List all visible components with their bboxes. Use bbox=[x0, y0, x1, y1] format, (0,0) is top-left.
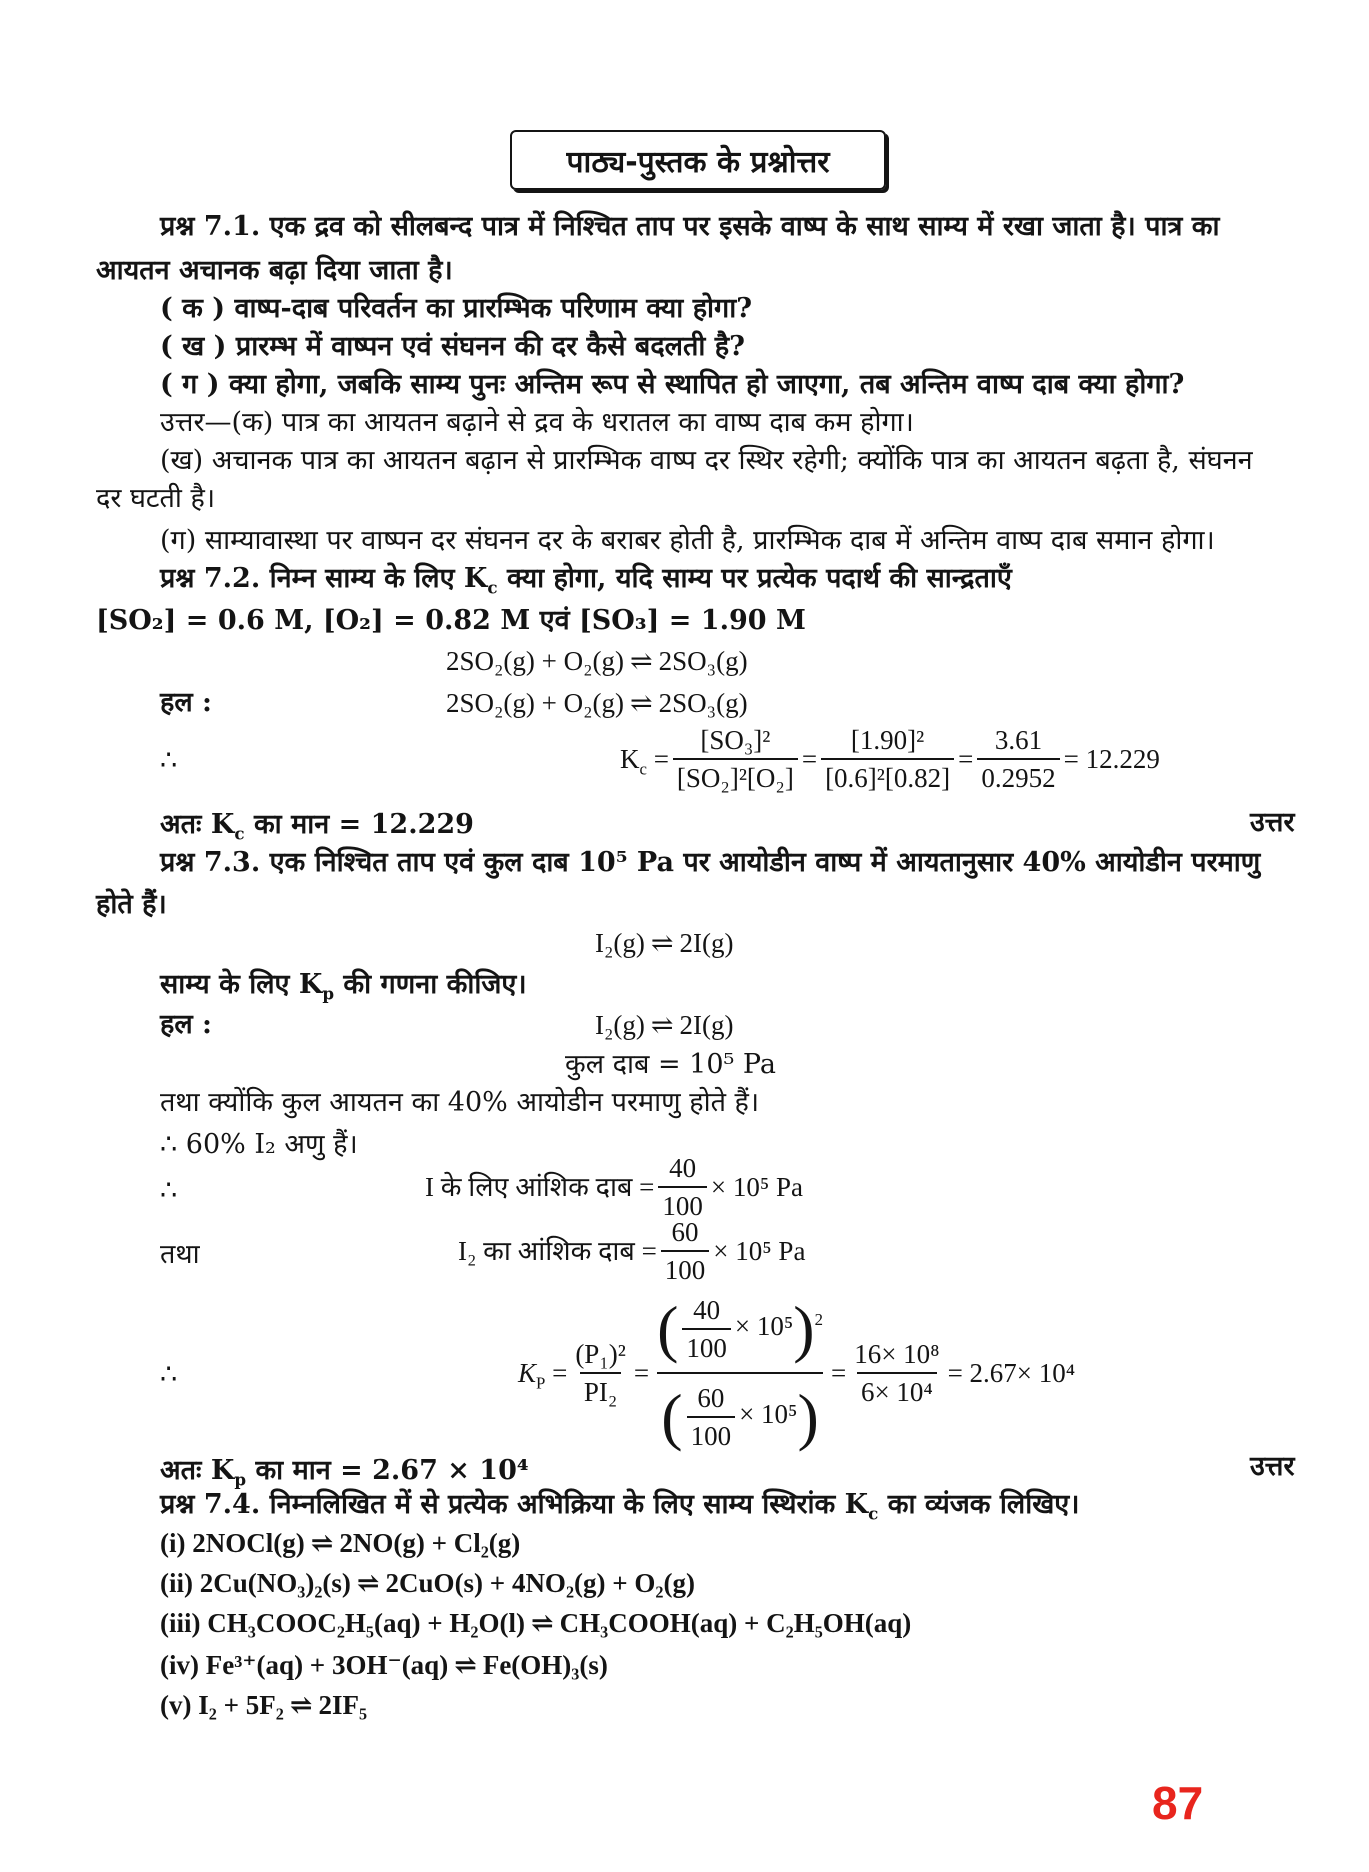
q74-reaction-ii: (ii) 2Cu(NO₃)₂(s) ⇌ 2CuO(s) + 4NO₂(g) + O₂(g) bbox=[160, 1568, 695, 1598]
q72-hal: हल : bbox=[160, 687, 213, 718]
equilibrium-arrow-icon: ⇌ bbox=[531, 1608, 554, 1638]
q71-part-b: ( ख ) प्रारम्भ में वाष्पन एवं संघनन की दर कैसे बदलती है? bbox=[160, 331, 745, 362]
q71-part-c: ( ग ) क्या होगा, जबकि साम्य पुनः अन्तिम रूप से स्थापित हो जाएगा, तब अन्तिम वाष्प दाब क्या होगा? bbox=[160, 369, 1185, 400]
q73-line2: होते हैं। bbox=[96, 889, 167, 920]
q74-reaction-iv: (iv) Fe³⁺(aq) + 3OH⁻(aq) ⇌ Fe(OH)₃(s) bbox=[160, 1650, 608, 1680]
equation-so3: 2SO₂(g) + O₂(g) ⇌ 2SO₃(g) bbox=[446, 646, 748, 676]
equilibrium-arrow-icon: ⇌ bbox=[650, 928, 674, 958]
equilibrium-arrow-icon: ⇌ bbox=[289, 1690, 313, 1720]
q71-answer-b: (ख) अचानक पात्र का आयतन बढ़ान से प्रारम्भिक वाष्प दर स्थिर रहेगी; क्योंकि पात्र का आयतन बढ़ता है, संघनन bbox=[160, 445, 1253, 476]
equilibrium-arrow-icon: ⇌ bbox=[356, 1568, 380, 1598]
therefore-symbol: ∴ bbox=[160, 1175, 178, 1206]
q74-reaction-v: (v) I₂ + 5F₂ ⇌ 2IF₅ bbox=[160, 1690, 368, 1720]
equilibrium-arrow-icon: ⇌ bbox=[650, 1010, 674, 1040]
partial-pressure-i2: I₂ का आंशिक दाब = $\frac{60}{100}$ × 10⁵ Pa bbox=[458, 1214, 805, 1288]
page-number: 87 bbox=[1152, 1777, 1204, 1829]
total-pressure: कुल दाब = 10⁵ Pa bbox=[565, 1049, 776, 1080]
q73-answer: अतः $K_p$ का मान = 2.67 × 10⁴ bbox=[160, 1455, 529, 1490]
equation-so3-repeat: 2SO₂(g) + O₂(g) ⇌ 2SO₃(g) bbox=[446, 688, 748, 718]
equilibrium-arrow-icon: ⇌ bbox=[310, 1528, 334, 1558]
partial-pressure-i: I के लिए आंशिक दाब = $\frac{40}{100}$ × 10⁵ Pa bbox=[425, 1150, 803, 1224]
equation-iodine: I₂(g) ⇌ 2I(g) bbox=[595, 928, 734, 958]
q73-tatha: तथा bbox=[160, 1239, 200, 1270]
q74-reaction-i: (i) 2NOCl(g) ⇌ 2NO(g) + Cl₂(g) bbox=[160, 1528, 521, 1558]
equilibrium-arrow-icon: ⇌ bbox=[454, 1650, 477, 1680]
q72-line1: प्रश्न 7.2. निम्न साम्य के लिए $K_c$ क्या होगा, यदि साम्य पर प्रत्येक पदार्थ की सान्द्रताएँ bbox=[160, 563, 1012, 598]
q71-line1: प्रश्न 7.1. एक द्रव को सीलबन्द पात्र में निश्चित ताप पर इसके वाष्प के साथ साम्य में रखा जाता है। पात्र का bbox=[160, 211, 1220, 242]
answer-label: उत्तर bbox=[1250, 807, 1295, 838]
q72-concentrations: [SO₂] = 0.6 M, [O₂] = 0.82 M एवं [SO₃] = 1.90 M bbox=[96, 605, 806, 636]
q71-answer-a: उत्तर—(क) पात्र का आयतन बढ़ाने से द्रव के धरातल का वाष्प दाब कम होगा। bbox=[160, 407, 914, 438]
q73-ask: साम्य के लिए $K_p$ की गणना कीजिए। bbox=[160, 969, 527, 1004]
equilibrium-arrow-icon: ⇌ bbox=[630, 646, 653, 676]
q74-reaction-iii: (iii) CH₃COOC₂H₅(aq) + H₂O(l) ⇌ CH₃COOH(aq) + C₂H₅OH(aq) bbox=[160, 1608, 912, 1638]
equation-iodine-repeat: I₂(g) ⇌ 2I(g) bbox=[595, 1010, 734, 1040]
equilibrium-arrow-icon: ⇌ bbox=[630, 688, 653, 718]
page-title: पाठ्य-पुस्तक के प्रश्नोत्तर bbox=[510, 130, 886, 190]
answer-label: उत्तर bbox=[1250, 1451, 1295, 1482]
therefore-symbol: ∴ bbox=[160, 745, 178, 776]
q73-hal: हल : bbox=[160, 1009, 213, 1040]
kc-expression: $K_c$ = $\frac{\text{[SO₃]²}}{\text{[SO₂]²[O₂]}}$ = $\frac{\text{[1.90]²}}{\text{[0.6]²[0.82]}}$ = $\frac{3.61}{0.2952}$ = 12.229 bbox=[620, 722, 1160, 796]
q73-line1: प्रश्न 7.3. एक निश्चित ताप एवं कुल दाब 10⁵ Pa पर आयोडीन वाष्प में आयतानुसार 40% आयोडीन परमाणु bbox=[160, 847, 1261, 878]
q71-part-a: ( क ) वाष्प-दाब परिवर्तन का प्रारम्भिक परिणाम क्या होगा? bbox=[160, 293, 753, 324]
therefore-symbol: ∴ bbox=[160, 1359, 178, 1390]
q73-because: तथा क्योंकि कुल आयतन का 40% आयोडीन परमाणु होते हैं। bbox=[160, 1087, 760, 1118]
q71-line2: आयतन अचानक बढ़ा दिया जाता है। bbox=[96, 255, 453, 286]
q71-answer-b-cont: दर घटती है। bbox=[96, 483, 216, 514]
q71-answer-c: (ग) साम्यावास्था पर वाष्पन दर संघनन दर के बराबर होती है, प्रारम्भिक दाब में अन्तिम वाष्प दाब समान होगा। bbox=[160, 525, 1215, 556]
kp-expression: $K_P$ = $\frac{\text{(P₁)²}}{\text{PI₂}}$ = ( $\frac{40}{100}$ × 10⁵)$^2$ ( $\frac{60}{100}$ × 10⁵) = $\frac{\text{16× 10⁸}}{\text{6× 10⁴}}$ = 2.67× 10⁴ bbox=[518, 1293, 1076, 1452]
q73-molecules: ∴ 60% I₂ अणु हैं। bbox=[160, 1129, 358, 1160]
q72-answer: अतः $K_c$ का मान = 12.229 bbox=[160, 809, 474, 844]
q74-line1: प्रश्न 7.4. निम्नलिखित में से प्रत्येक अभिक्रिया के लिए साम्य स्थिरांक $K_c$ का व्यंजक लिखिए। bbox=[160, 1489, 1080, 1524]
